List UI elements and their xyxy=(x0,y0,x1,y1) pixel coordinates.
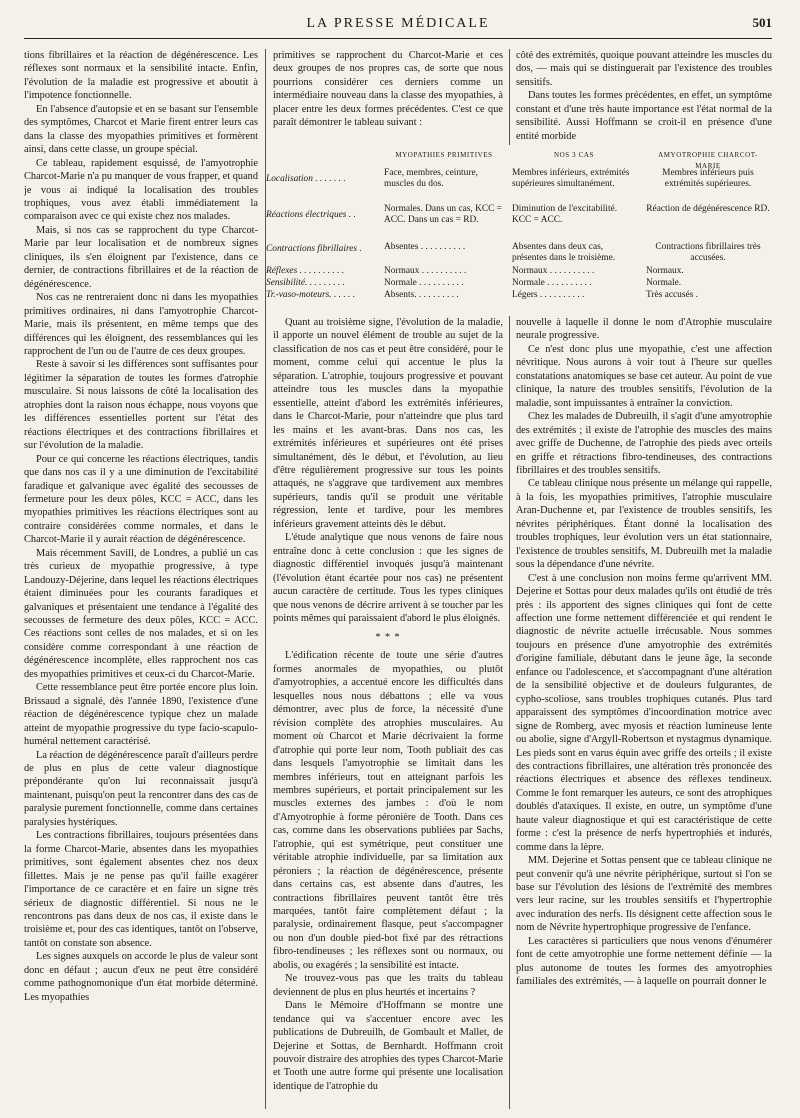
comparison-table xyxy=(266,150,772,310)
table-cell: Légers . . . . . . . . . . xyxy=(512,290,585,300)
paragraph: Pour ce qui concerne les réactions électriques, tandis que dans nos cas il y a une diminution de l'excitabilité faradique et galvanique avec égalité des secousses de fermeture pour les deux pôles, KCC = ACC, dans les myopathies primitives les réactions électriques sont au contraire considérées comme normales, et dans le Charcot-Marie il y aurait réaction de dégénérescence. xyxy=(24,453,258,546)
paragraph: Chez les malades de Dubreuilh, il s'agit d'une amyotrophie des extrémités ; il existe de l'atrophie des muscles des mains avec griffe de Duchenne, de l'atrophie des pieds avec orteils en griffe et rétractions fibro-tendineuses, des contractions fibrillaires et des troubles sensitifs. xyxy=(516,411,772,476)
table-cell: Contractions fibrillaires très accusées. xyxy=(655,242,761,263)
table-cell: Normale. xyxy=(646,278,682,288)
table-cell: Normaux . . . . . . . . . . xyxy=(512,266,595,276)
table-cell: Membres inférieurs puis extrémités supérieures. xyxy=(662,168,754,189)
paragraph: Cette ressemblance peut être portée encore plus loin. Brissaud a signalé, dès l'année 1890, l'existence d'une réaction de dégénérescence typique chez un malade atteint de myopathie progressive du type facio-scapulo-huméral nettement caractérisé. xyxy=(24,682,258,748)
section-break: * * * xyxy=(375,632,401,644)
paragraph: L'étude analytique que nous venons de faire nous entraîne donc à cette conclusion : que les signes de diagnostic différentiel invoqués jusqu'à maintenant (l'évolution étant écartée pour nos cas) ne présentent aucun caractère de certitude. Tous les types cliniques que nous venons de décrire arrivent à se toucher par les points mêmes qui paraissaient d'abord le plus éloignés. xyxy=(273,532,503,624)
table-header: AMYOTROPHIE CHARCOT-MARIE xyxy=(658,151,758,170)
table-cell: Face, membres, ceinture, muscles du dos. xyxy=(384,168,478,189)
table-cell: Membres inférieurs, extrémités supérieures simultanément. xyxy=(512,168,630,189)
table-cell: Normale . . . . . . . . . . xyxy=(384,278,464,288)
column-2-top xyxy=(273,49,503,145)
table-header: NOS 3 CAS xyxy=(553,151,595,159)
page-header xyxy=(24,14,772,36)
paragraph: Ne trouvez-vous pas que les traits du tableau deviennent de plus en plus heurtés et incertains ? xyxy=(273,973,503,998)
table-cell: Normaux. xyxy=(646,266,684,276)
table-cell: Normales. Dans un cas, KCC = ACC. Dans un cas = RD. xyxy=(384,204,503,225)
paragraph: primitives se rapprochent du Charcot-Marie et ces deux groupes de nos propres cas, de sorte que nous pourrions considérer ces derniers comme un intermédiaire nouveau dans la classe des myopathies, à placer entre les deux formes précédentes. C'est ce que paraît démontrer le tableau suivant : xyxy=(273,50,503,129)
paragraph: Quant au troisième signe, l'évolution de la maladie, il apporte un nouvel élément de trouble au sujet de la classification de nos cas et peut être considéré, pour le moment, comme celui qui accentue le plus la séparation. L'atrophie, toujours progressive et pouvant atteindre tous les muscles dans la myopathie essentielle, atteint d'abord les extrémités inférieures, dans le Charcot-Marie, pour n'atteindre que plus tard les mains et les avant-bras. Dans nos cas, les extrémités inférieures et supérieures ont été prises simultanément, dès le début, et l'évolution, au lieu d'être régulièrement progressive sur tous les points attaqués, ne s'aggrave que tardivement aux membres supérieurs, tandis qu'il se produit une véritable régression, lente et tardive, pour les membres inférieurs gravement atteints dès le début. xyxy=(273,317,503,530)
table-cell: Réaction de dégénérescence RD. xyxy=(646,204,770,214)
paragraph: Dans le Mémoire d'Hoffmann se montre une tendance qui va s'accentuer encore avec les publications de Dubreuilh, de Gombault et Mallet, de Dejerine et Sottas, de Bernhardt. Hoffmann croit pouvoir distraire des atrophies des types Charcot-Marie et Tooth une autre forme qui présente une localisation identique de l'atrophie du xyxy=(273,1000,503,1092)
header-rule xyxy=(24,38,772,39)
column-divider xyxy=(509,49,510,145)
table-cell: Normale . . . . . . . . . . xyxy=(512,278,592,288)
table-cell: Très accusés . xyxy=(646,290,698,300)
paragraph: Nos cas ne rentreraient donc ni dans les myopathies primitives ordinaires, ni dans l'amyotrophie Charcot-Marie, mais ils présentent, en même temps que des différences qui les éloignent, des ressemblances qui les rapprochent de l'un ou de l'autre de ces deux groupes. xyxy=(24,292,258,357)
paragraph: Reste à savoir si les différences sont suffisantes pour légitimer la séparation de toutes les formes d'atrophie musculaire. Si nous laissons de côté la localisation des atrophies dont la raison nous échappe, nous voyons que les différences essentielles portent sur l'état des réactions électriques et des contractions fibrillaires et sur l'évolution de la maladie. xyxy=(24,359,258,452)
column-3-bottom xyxy=(516,316,772,1109)
paragraph: Les contractions fibrillaires, toujours présentées dans la forme Charcot-Marie, absentes dans les myopathies primitives, sont également absentes chez nos deux fillettes. Mais je ne pense pas qu'il faille exagérer l'importance de ce caractère et en faire un signe très sérieux de diagnostic différentiel. Si nous ne le rencontrons pas dans deux de nos cas, il existe dans le troisième et, pour des cas identiques, tantôt on l'observe, tantôt on constate son absence. xyxy=(24,830,258,949)
column-divider xyxy=(509,316,510,1109)
paragraph: Dans toutes les formes précédentes, en effet, un symptôme constant et d'une très haute importance est l'état normal de la sensibilité. Aussi Hoffmann se croit-il en présence d'une entité morbide xyxy=(516,90,772,142)
paragraph: côté des extrémités, quoique pouvant atteindre les muscles du dos, — mais qui se distinguerait par l'existence des troubles sensitifs. xyxy=(516,50,772,88)
paragraph: Ce tableau clinique nous présente un mélange qui rappelle, à la fois, les myopathies primitives, l'atrophie musculaire Aran-Duchenne et, par l'existence de troubles sensitifs, les névrites périphériques. Étant donné la localisation des troubles trophiques, leur évolution vers un état stationnaire, l'existence de troubles sensitifs, M. Dubreuilh met la maladie sous la dépendance d'une névrite. xyxy=(516,478,772,571)
row-label: Localisation . . . . . . . xyxy=(266,174,346,184)
paragraph: Mais récemment Savill, de Londres, a publié un cas très curieux de myopathie progressive, à type Landouzy-Déjerine, dans lequel les réactions électriques étaient diminuées pour les courants faradiques et galvaniques et présentaient une tendance à l'égalité des secousses de fermeture des deux pôles, KCC = ACC. Ces réactions sont celles de nos malades, et si on les considère comme correspondant à une réaction de dégénérescence incomplète, elles rapprochent nos cas des myopathies primitives et ceux-ci du Charcot-Marie. xyxy=(24,547,258,680)
column-2-bottom xyxy=(273,316,503,1109)
page-number: 501 xyxy=(752,15,772,30)
column-3-top xyxy=(516,49,772,145)
paragraph: C'est à une conclusion non moins ferme qu'arrivent MM. Dejerine et Sottas pour deux malades qu'ils ont étudié de très près : ils apportent des signes cliniques qui font de cette affection une forme nettement différenciée et qui rendent le diagnostic de névrite actuelle irrécusable. Nous sommes toujours en présence d'une amyotrophie des extrémités d'origine familiale, débutant dans le jeune âge, la seconde enfance ou l'adolescence, et s'accompagnant d'une altération de la sensibilité objective et de douleurs fulgurantes, de cypho-scoliose, sans troubles trophiques cutanés. Plus tard apparaissent des symptômes d'incoordination motrice avec signe de Romberg, avec myosis et réaction lumineuse lente ou abolie, signe d'Argyll-Robertson et nystagmus dynamique. Les pieds sont en varus équin avec griffe des orteils ; il existe des contractions fibrillaires, une altération très prononcée des réactions électriques et absence des réflexes tendineux. Comme le font remarquer les auteurs, ce sont des atrophiques doublés d'ataxiques. Il existe, en outre, un symptôme d'une haute valeur diagnostique et qui est caractéristique de cette forme : c'est la présence de nerfs hypertrophiés et indurés, comme dans la lèpre. xyxy=(516,572,772,853)
paragraph: Ce tableau, rapidement esquissé, de l'amyotrophie Charcot-Marie n'a pu manquer de vous frapper, et quand je vous ai indiqué la localisation des troubles trophiques, vous avez établi immédiatement la comparaison avec ce qui existe chez nos malades. xyxy=(24,157,258,223)
paragraph: Les signes auxquels on accorde le plus de valeur sont donc en défaut ; aucun d'eux ne peut être considéré comme pathognomonique d'un état morbide déterminé. Les myopathies xyxy=(24,951,258,1003)
row-label: Réflexes . . . . . . . . . . xyxy=(266,266,345,276)
journal-title: LA PRESSE MÉDICALE xyxy=(306,16,490,31)
table-header: MYOPATHIES PRIMITIVES xyxy=(395,151,493,159)
table-cell: Absents. . . . . . . . . . xyxy=(384,290,459,300)
row-label: Tr.-vaso-moteurs. . . . . . xyxy=(266,290,356,300)
paragraph: MM. Dejerine et Sottas pensent que ce tableau clinique ne peut convenir qu'à une névrite périphérique, surtout si l'on se base sur l'évolution des lésions de l'extrémité des membres vers leur racine, sur les troubles sensitifs et l'hypertrophie avec induration des nerfs. Ils désignent cette affection sous le nom de Névrite hypertrophique progressive de l'enfance. xyxy=(516,855,772,934)
column-1 xyxy=(24,49,258,1109)
paragraph: En l'absence d'autopsie et en se basant sur l'ensemble des symptômes, Charcot et Marie firent entrer leurs cas dans la classe des myopathies primitives et formèrent ainsi, dans cette classe, un groupe spécial. xyxy=(24,103,258,156)
row-label: Réactions électriques . . xyxy=(266,210,356,220)
paragraph: La réaction de dégénérescence paraît d'ailleurs perdre de plus en plus de cette valeur diagnostique prépondérante qu'on lui reconnaissait jusqu'à maintenant, puisqu'on peut la rencontrer dans des cas de paralysie purement fonctionnelle, comme dans certaines paralysies hystériques. xyxy=(24,749,258,828)
table-cell: Diminution de l'excitabilité. KCC = ACC. xyxy=(512,204,618,225)
paragraph: nouvelle à laquelle il donne le nom d'Atrophie musculaire neurale progressive. xyxy=(516,317,772,342)
paragraph: tions fibrillaires et la réaction de dégénérescence. Les réflexes sont normaux et la sensibilité intacte. Enfin, l'évolution de la maladie est progressive et aboutit à l'impotence fonctionnelle. xyxy=(24,50,258,102)
table-cell: Absentes . . . . . . . . . . xyxy=(384,242,466,252)
row-label: Sensibilité. . . . . . . . . xyxy=(266,278,345,288)
paragraph: Ce n'est donc plus une myopathie, c'est une affection névritique. Nous aurons à voir tout à l'heure sur quelles constatations anatomiques se base cet auteur. Au point de vue clinique, la nature des troubles sensitifs, l'évolution de la maladie, sont impuissantes à entraîner la conviction. xyxy=(516,343,772,409)
paragraph: Mais, si nos cas se rapprochent du type Charcot-Marie par leur localisation et de nombreux signes cliniques, ils s'en éloignent par l'existence, dans ce dernier, de contractions fibrillaires et de la réaction de dégénérescence. xyxy=(24,224,258,290)
table-cell: Normaux . . . . . . . . . . xyxy=(384,266,467,276)
paragraph: Les caractères si particuliers que nous venons d'énumérer font de cette amyotrophie une forme nettement définie — la plus autonome de toutes les formes des amyotrophies familiales des extrémités, — à laquelle on pourrait donner le xyxy=(516,935,772,988)
paragraph: L'édification récente de toute une série d'autres formes anormales de myopathies, ou plutôt d'amyotrophies, a accentué encore les difficultés dans lesquelles nous nous débattons ; elle va vous démontrer, avec plus de force, la nécessité d'une révision complète des atrophies musculaires. Au moment où Charcot et Marie décrivaient la forme d'atrophie qui porte leur nom, Tooth publiait des cas dans lesquels l'amyotrophie se limitait dans les membres inférieurs, tout en atteignant parfois les membres supérieurs, et portait principalement sur les muscles externes des jambes : d'où le nom d'Amyotrophie à forme péronière de Tooth. Dans ces cas, comme dans les observations publiées par Sachs, l'atrophie, qui est symétrique, peut constituer une véritable atrophie individuelle, par sa limitation aux péroniers ; la réaction de dégénérescence, présente dans certains cas, est absente dans d'autres, les contractions fibrillaires peuvent tantôt être très marquées, tantôt faire complètement défaut ; la paralysie, ordinairement flasque, peut s'accompagner ou non d'un double pied-bot fixé par des rétractions fibro-tendineuses ; les réflexes sont ou normaux, ou abolis, ou exagérés ; la sensibilité est intacte. xyxy=(273,650,503,971)
table-cell: Absentes dans deux cas, présentes dans le troisième. xyxy=(512,242,616,263)
row-label: Contractions fibrillaires . xyxy=(266,244,362,254)
